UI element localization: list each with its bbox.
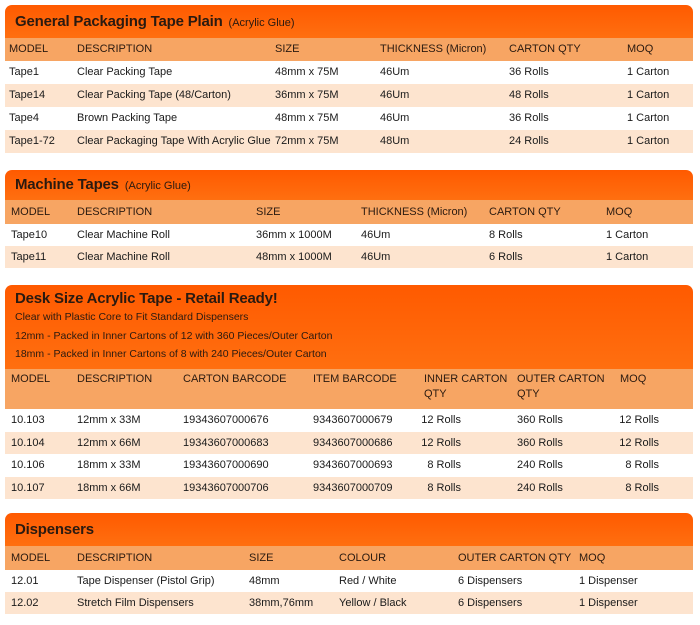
cell-model: 10.106 (11, 459, 45, 471)
cell-thickness-micron: 46Um (361, 229, 391, 241)
cell-outer-carton-qty: 360 Rolls (517, 436, 563, 449)
cell-size: 48mm (249, 575, 280, 587)
table-row (5, 224, 693, 246)
cell-moq: 1 Dispenser (579, 575, 638, 587)
cell-item-barcode: 9343607000693 (313, 459, 393, 471)
cell-moq: 1 Carton (606, 251, 649, 263)
cell-description: Stretch Film Dispensers (77, 597, 194, 609)
column-header-model: MODEL (9, 43, 49, 55)
column-header-carton-qty: CARTON QTY (509, 43, 581, 55)
column-header-thickness-micron: THICKNESS (Micron) (380, 43, 487, 55)
table-row (5, 61, 693, 84)
cell-description: Clear Packing Tape (77, 66, 173, 78)
table-header (5, 369, 693, 409)
column-header-moq: MOQ (627, 43, 654, 55)
cell-outer-carton-qty: 240 Rolls (517, 481, 563, 494)
section-banner (5, 285, 693, 369)
cell-outer-carton-qty: 360 Rolls (517, 414, 563, 426)
cell-inner-carton-qty: 8 Rolls (427, 459, 461, 471)
column-header-outer-carton-qty: OUTER CARTON QTY (517, 373, 605, 400)
cell-inner-carton-qty: 8 Rolls (427, 481, 461, 494)
cell-item-barcode: 9343607000686 (313, 436, 393, 449)
column-header-thickness-micron: THICKNESS (Micron) (361, 206, 468, 218)
cell-size: 48mm x 75M (275, 112, 339, 124)
cell-description: 12mm x 66M (77, 436, 141, 449)
table-row (5, 592, 693, 614)
cell-moq: 12 Rolls (619, 414, 659, 426)
table-row (5, 84, 693, 107)
cell-thickness-micron: 46Um (380, 89, 410, 101)
cell-moq: 1 Carton (627, 112, 670, 124)
table-row (5, 409, 693, 432)
cell-model: Tape1-72 (9, 135, 55, 147)
table-row (5, 570, 693, 592)
cell-model: Tape10 (11, 229, 48, 241)
table-header (5, 546, 693, 570)
cell-size: 36mm x 1000M (256, 229, 332, 241)
cell-model: 10.103 (11, 414, 45, 426)
cell-moq: 1 Carton (627, 135, 670, 147)
cell-description: Brown Packing Tape (77, 112, 178, 124)
cell-inner-carton-qty: 12 Rolls (421, 414, 461, 426)
column-header-size: SIZE (256, 206, 281, 218)
section-general-packaging-tape-plain (5, 5, 693, 153)
cell-size: 72mm x 75M (275, 135, 339, 147)
cell-moq: 8 Rolls (625, 481, 659, 494)
section-dispensers (5, 513, 693, 614)
cell-thickness-micron: 46Um (380, 66, 410, 78)
cell-description: Tape Dispenser (Pistol Grip) (77, 575, 215, 587)
section-banner (5, 513, 693, 546)
cell-carton-qty: 48 Rolls (509, 89, 549, 101)
table-row (5, 454, 693, 477)
section-title: Desk Size Acrylic Tape - Retail Ready! (15, 290, 278, 307)
column-header-moq: MOQ (606, 206, 633, 218)
cell-carton-qty: 36 Rolls (509, 112, 549, 124)
column-header-description: DESCRIPTION (77, 552, 153, 564)
cell-moq: 1 Carton (627, 66, 670, 78)
table-row (5, 107, 693, 130)
column-header-colour: COLOUR (339, 552, 387, 564)
column-header-description: DESCRIPTION (77, 373, 153, 385)
section-note: (Acrylic Glue) (124, 180, 191, 192)
table-header (5, 38, 693, 61)
cell-colour: Yellow / Black (339, 597, 407, 609)
table-row (5, 432, 693, 455)
table-row (5, 246, 693, 268)
cell-description: Clear Packing Tape (48/Carton) (77, 89, 231, 101)
cell-size: 48mm x 75M (275, 66, 339, 78)
section-title: General Packaging Tape Plain (15, 13, 223, 30)
cell-size: 48mm x 1000M (256, 251, 332, 263)
cell-item-barcode: 9343607000679 (313, 414, 393, 426)
cell-model: Tape4 (9, 112, 39, 124)
cell-description: 18mm x 33M (77, 459, 141, 471)
column-header-description: DESCRIPTION (77, 206, 153, 218)
cell-description: 12mm x 33M (77, 414, 141, 426)
cell-description: 18mm x 66M (77, 481, 141, 494)
cell-model: 10.107 (11, 481, 45, 494)
section-title: Dispensers (15, 521, 94, 538)
section-title: Machine Tapes (15, 176, 119, 193)
cell-colour: Red / White (339, 575, 397, 587)
cell-moq: 1 Carton (627, 89, 670, 101)
cell-carton-barcode: 19343607000690 (183, 459, 269, 471)
cell-moq: 12 Rolls (619, 436, 659, 449)
cell-carton-qty: 8 Rolls (489, 229, 523, 241)
cell-carton-barcode: 19343607000683 (183, 436, 269, 449)
column-header-outer-carton-qty: OUTER CARTON QTY (458, 552, 572, 564)
section-subline: 12mm - Packed in Inner Cartons of 12 with 360 Pieces/Outer Carton (15, 329, 333, 342)
column-header-moq: MOQ (620, 373, 647, 385)
cell-carton-qty: 36 Rolls (509, 66, 549, 78)
cell-thickness-micron: 46Um (380, 112, 410, 124)
cell-description: Clear Packaging Tape With Acrylic Glue (77, 135, 271, 147)
cell-moq: 8 Rolls (625, 459, 659, 471)
column-header-size: SIZE (249, 552, 274, 564)
section-subline: 18mm - Packed in Inner Cartons of 8 with 240 Pieces/Outer Carton (15, 348, 327, 360)
table-header (5, 200, 693, 224)
column-header-moq: MOQ (579, 552, 606, 564)
cell-moq: 1 Carton (606, 229, 649, 241)
column-header-item-barcode: ITEM BARCODE (313, 373, 397, 385)
cell-carton-qty: 24 Rolls (509, 135, 549, 147)
cell-model: 12.01 (11, 575, 39, 587)
cell-inner-carton-qty: 12 Rolls (421, 436, 461, 449)
section-machine-tapes (5, 170, 693, 268)
cell-model: Tape11 (11, 251, 47, 263)
section-note: (Acrylic Glue) (228, 17, 295, 29)
cell-thickness-micron: 48Um (380, 135, 410, 147)
cell-description: Clear Machine Roll (77, 229, 170, 241)
section-subline: Clear with Plastic Core to Fit Standard Dispensers (15, 311, 249, 323)
cell-item-barcode: 9343607000709 (313, 481, 393, 494)
column-header-carton-qty: CARTON QTY (489, 206, 561, 218)
section-banner (5, 170, 693, 200)
cell-model: Tape14 (9, 89, 46, 101)
column-header-description: DESCRIPTION (77, 43, 153, 55)
cell-model: 10.104 (11, 436, 45, 449)
column-header-model: MODEL (11, 552, 51, 564)
table-row (5, 477, 693, 500)
column-header-inner-carton-qty: INNER CARTON QTY (424, 373, 508, 400)
cell-size: 38mm,76mm (249, 597, 314, 609)
cell-size: 36mm x 75M (275, 89, 339, 101)
column-header-carton-barcode: CARTON BARCODE (183, 373, 287, 385)
cell-model: 12.02 (11, 597, 39, 609)
section-desk-size-acrylic-tape-retail-ready (5, 285, 693, 499)
cell-carton-barcode: 19343607000706 (183, 481, 269, 494)
cell-model: Tape1 (9, 66, 39, 78)
column-header-size: SIZE (275, 43, 300, 55)
cell-thickness-micron: 46Um (361, 251, 391, 263)
cell-outer-carton-qty: 240 Rolls (517, 459, 563, 471)
cell-carton-qty: 6 Rolls (489, 251, 523, 263)
table-row (5, 130, 693, 153)
cell-outer-carton-qty: 6 Dispensers (458, 597, 523, 609)
column-header-model: MODEL (11, 373, 51, 385)
cell-carton-barcode: 19343607000676 (183, 414, 269, 426)
cell-outer-carton-qty: 6 Dispensers (458, 575, 523, 587)
cell-moq: 1 Dispenser (579, 597, 638, 609)
section-banner (5, 5, 693, 38)
cell-description: Clear Machine Roll (77, 251, 170, 263)
column-header-model: MODEL (11, 206, 51, 218)
